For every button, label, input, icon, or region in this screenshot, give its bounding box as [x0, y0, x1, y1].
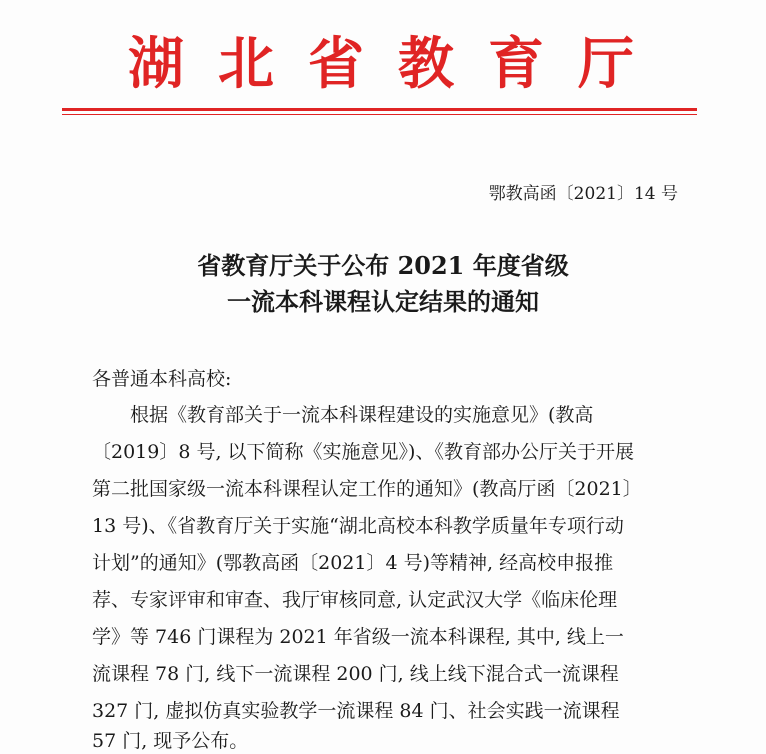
masthead-char: 教: [398, 32, 454, 97]
body-line: 13 号)、《省教育厅关于实施“湖北高校本科教学质量年专项行动: [92, 515, 624, 537]
masthead-char: 北: [218, 32, 274, 97]
body-line: 流课程 78 门, 线下一流课程 200 门, 线上线下混合式一流课程: [92, 663, 619, 685]
masthead-char: 育: [488, 32, 544, 97]
body-line: 〔2019〕8 号, 以下简称《实施意见》)、《教育部办公厅关于开展: [92, 441, 634, 463]
body-line: 根据《教育部关于一流本科课程建设的实施意见》(教高: [130, 404, 594, 426]
body-line: 第二批国家级一流本科课程认定工作的通知》(教高厅函〔2021〕: [92, 478, 642, 500]
masthead-char: 湖: [128, 32, 184, 97]
masthead-char: 省: [308, 32, 364, 97]
document-title-line-1: 省教育厅关于公布 2021 年度省级: [197, 251, 569, 280]
body-line: 57 门, 现予公布。: [92, 730, 249, 752]
document-title-line-2: 一流本科课程认定结果的通知: [227, 287, 539, 316]
body-line: 荐、专家评审和审查、我厅审核同意, 认定武汉大学《临床伦理: [92, 589, 618, 611]
document-number: 鄂教高函〔2021〕14 号: [488, 184, 678, 204]
salutation: 各普通本科高校:: [92, 368, 232, 390]
masthead-divider-thick: [62, 108, 697, 111]
masthead-divider-thin: [62, 114, 697, 115]
body-line: 学》等 746 门课程为 2021 年省级一流本科课程, 其中, 线上一: [92, 626, 624, 648]
body-line: 计划”的通知》(鄂教高函〔2021〕4 号)等精神, 经高校申报推: [92, 552, 614, 574]
masthead-title: [0, 30, 766, 100]
masthead-char: 厅: [578, 32, 634, 97]
body-line: 327 门, 虚拟仿真实验教学一流课程 84 门、社会实践一流课程: [92, 700, 620, 722]
